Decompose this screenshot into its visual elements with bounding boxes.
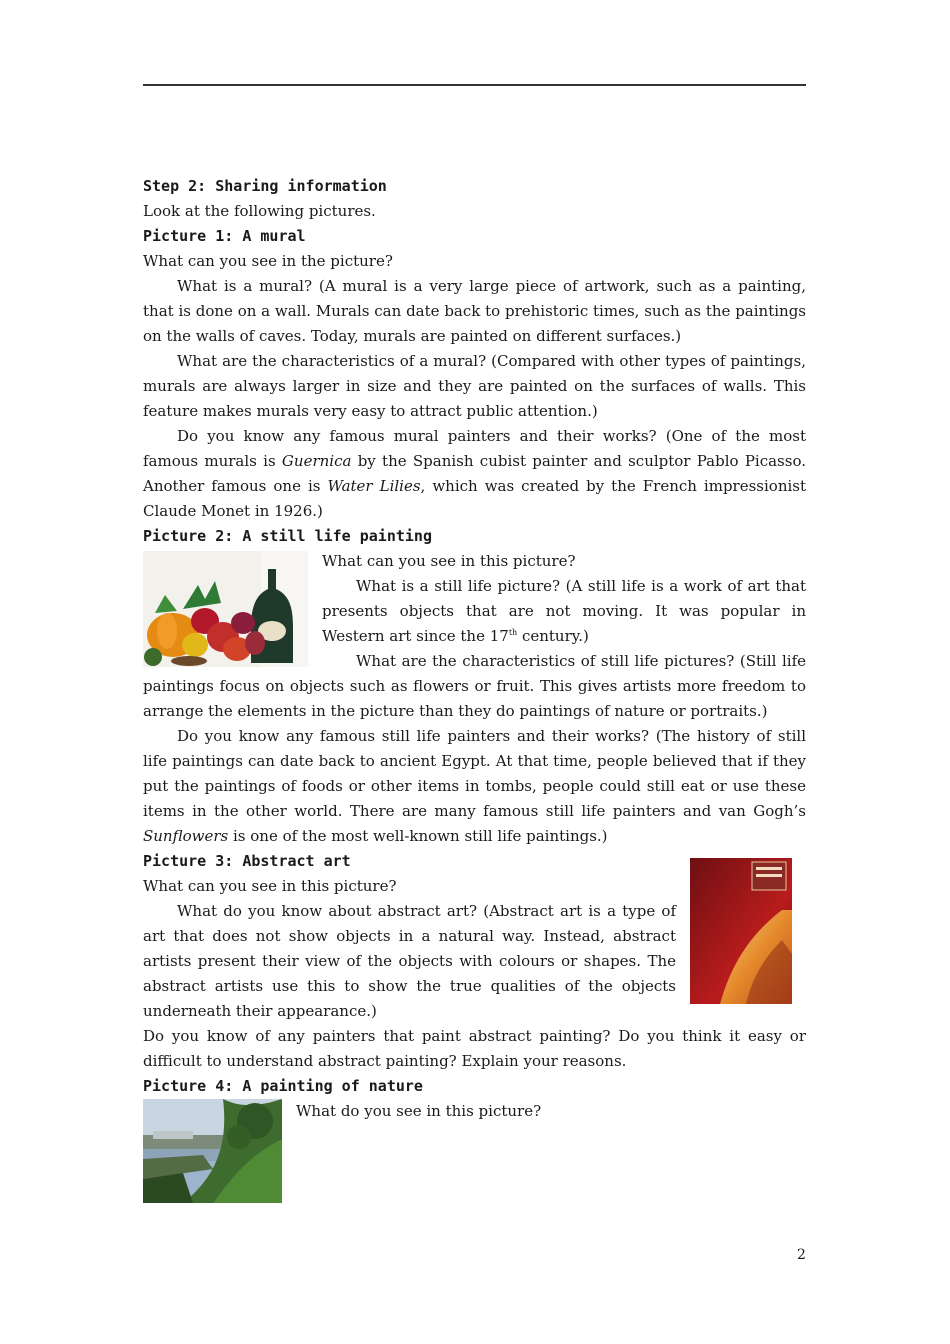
picture3-heading: Picture 3: Abstract art bbox=[143, 852, 351, 870]
still-life-text-a: What is a still life picture? (A still life is a work of art that presents objects that are not moving. It was popular in Western art since the 17 bbox=[322, 577, 806, 645]
abstract-art-image bbox=[690, 858, 792, 1004]
picture1-heading: Picture 1: A mural bbox=[143, 227, 306, 245]
picture2-famous bbox=[143, 724, 806, 849]
work-water-lilies: Water Lilies bbox=[327, 477, 421, 495]
work-sunflowers: Sunflowers bbox=[143, 827, 229, 845]
picture3-what-is: What do you know about abstract art? (Abstract art is a type of art that does not show objects in a natural way. Instead, abstract artists present their view of the objects with colours or shapes. The abstract artists use this to show the true qualities of the objects underneath their appearance.) bbox=[143, 902, 676, 1020]
picture4-question: What do you see in this picture? bbox=[296, 1102, 542, 1120]
picture2-characteristics: What are the characteristics of still life pictures? (Still life paintings focus on objects such as flowers or fruit. This gives artists more freedom to arrange the elements in the picture than they do paintings of nature or portraits.) bbox=[143, 652, 806, 720]
superscript-th: th bbox=[508, 628, 518, 637]
famous-still-life-text-b: is one of the most well-known still life paintings.) bbox=[228, 827, 608, 845]
picture1-question: What can you see in the picture? bbox=[143, 252, 393, 270]
header-rule bbox=[143, 84, 806, 86]
famous-text-a: Do you know any famous mural painters and their works? (One of the most famous murals is bbox=[143, 427, 806, 470]
famous-text-b: by the Spanish cubist painter and sculptor Pablo Picasso. Another famous one is bbox=[143, 452, 806, 495]
still-life-text-b: century.) bbox=[517, 627, 589, 645]
picture1-what-is: What is a mural? (A mural is a very large piece of artwork, such as a painting, that is done on a wall. Murals can date back to prehistoric times, such as the paintings on the walls of caves. Today, murals are painted on different surfaces.) bbox=[143, 277, 806, 345]
work-guernica: Guernica bbox=[281, 452, 352, 470]
picture4-heading: Picture 4: A painting of nature bbox=[143, 1077, 423, 1095]
picture2-heading: Picture 2: A still life painting bbox=[143, 527, 432, 545]
still-life-image bbox=[143, 551, 308, 667]
picture1-characteristics: What are the characteristics of a mural? (Compared with other types of paintings, murals are always larger in size and they are painted on the surfaces of walls. This feature makes murals very easy to attract public attention.) bbox=[143, 352, 806, 420]
page-number: 2 bbox=[797, 1247, 806, 1263]
nature-image bbox=[143, 1099, 282, 1203]
famous-still-life-text-a: Do you know any famous still life painters and their works? (The history of still life paintings can date back to ancient Egypt. At that time, people believed that if they put the paintings of foods or other items in tombs, people could still eat or use these items in the other world. There are many famous still life painters and van Gogh’s bbox=[143, 727, 806, 820]
document-body bbox=[143, 174, 806, 1203]
famous-text-c: , which was created by the French impressionist Claude Monet in 1926.) bbox=[143, 477, 807, 520]
step-heading: Step 2: Sharing information bbox=[143, 177, 387, 195]
picture3-discussion: Do you know of any painters that paint abstract painting? Do you think it easy or difficult to understand abstract painting? Explain your reasons. bbox=[143, 1027, 806, 1070]
intro-text: Look at the following pictures. bbox=[143, 202, 376, 220]
picture2-question: What can you see in this picture? bbox=[322, 552, 576, 570]
picture1-famous bbox=[143, 424, 806, 524]
picture3-question: What can you see in this picture? bbox=[143, 877, 397, 895]
